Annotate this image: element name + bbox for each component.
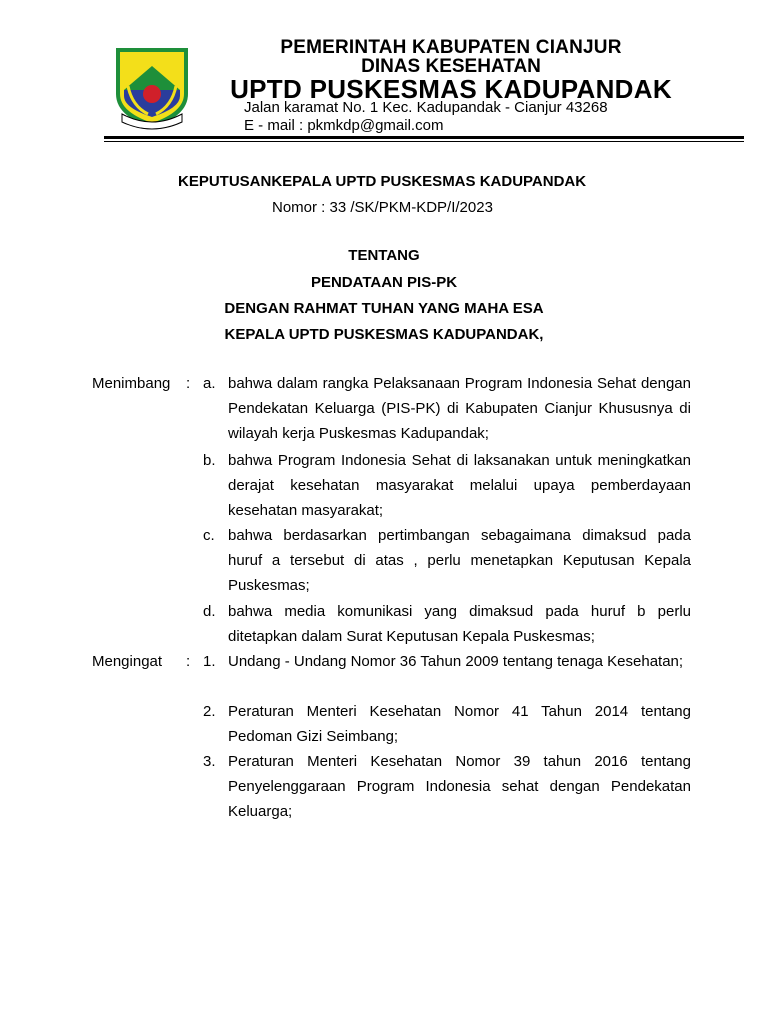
menimbang-item: bahwa dalam rangka Pelaksanaan Program Indonesia Sehat dengan Pendekatan Keluarga (PIS-PK) di Kabupaten Cianjur Khususnya di wilayah kerja Puskesmas Kadupandak; (228, 375, 691, 442)
regency-emblem-icon (112, 44, 192, 130)
mengingat-item: Peraturan Menteri Kesehatan Nomor 39 tahun 2016 tentang Penyelenggaraan Program Indonesia sehat dengan Pendekatan Keluarga; (228, 753, 691, 820)
menimbang-marker: a. (203, 375, 216, 392)
mengingat-marker: 1. (203, 653, 216, 670)
decree-subject: PENDATAAN PIS-PK (310, 274, 458, 291)
menimbang-label: Menimbang (92, 375, 171, 392)
menimbang-marker: d. (203, 603, 216, 620)
mengingat-label: Mengingat (92, 653, 163, 670)
government-name: PEMERINTAH KABUPATEN CIANJUR (280, 37, 622, 58)
menimbang-marker: c. (203, 527, 215, 544)
letterhead-rule-thin (104, 141, 744, 142)
menimbang-item: bahwa Program Indonesia Sehat di laksanakan untuk meningkatkan derajat kesehatan masyarakat melalui upaya pemberdayaan kesehatan masyarakat; (228, 452, 691, 519)
letterhead-rule-thick (104, 136, 744, 139)
decree-title: KEPUTUSANKEPALA UPTD PUSKESMAS KADUPANDAK (178, 173, 587, 190)
menimbang-colon: : (186, 375, 191, 392)
decree-about: TENTANG (348, 247, 420, 264)
menimbang-marker: b. (203, 452, 216, 469)
institution-address: Jalan karamat No. 1 Kec. Kadupandak - Cianjur 43268 (244, 99, 608, 116)
mengingat-item: Undang - Undang Nomor 36 Tahun 2009 tentang tenaga Kesehatan; (228, 653, 684, 670)
institution-email: E - mail : pkmkdp@gmail.com (244, 117, 444, 134)
mengingat-marker: 3. (203, 753, 216, 770)
letterhead (0, 0, 768, 140)
menimbang-item: bahwa berdasarkan pertimbangan sebagaimana dimaksud pada huruf a tersebut di atas , perlu menetapkan Keputusan Kepala Puskesmas; (228, 527, 691, 594)
institution-name: UPTD PUSKESMAS KADUPANDAK (230, 74, 672, 104)
decree-number: Nomor : 33 /SK/PKM-KDP/I/2023 (272, 199, 493, 216)
department-name: DINAS KESEHATAN (361, 56, 541, 77)
decree-blessing: DENGAN RAHMAT TUHAN YANG MAHA ESA (224, 300, 544, 317)
mengingat-marker: 2. (203, 703, 216, 720)
mengingat-colon: : (186, 653, 191, 670)
decree-issuer: KEPALA UPTD PUSKESMAS KADUPANDAK, (224, 326, 544, 343)
mengingat-item: Peraturan Menteri Kesehatan Nomor 41 Tahun 2014 tentang Pedoman Gizi Seimbang; (228, 703, 691, 745)
menimbang-item: bahwa media komunikasi yang dimaksud pada huruf b perlu ditetapkan dalam Surat Keputusan Kepala Puskesmas; (228, 603, 691, 645)
letterhead-text (216, 38, 686, 102)
